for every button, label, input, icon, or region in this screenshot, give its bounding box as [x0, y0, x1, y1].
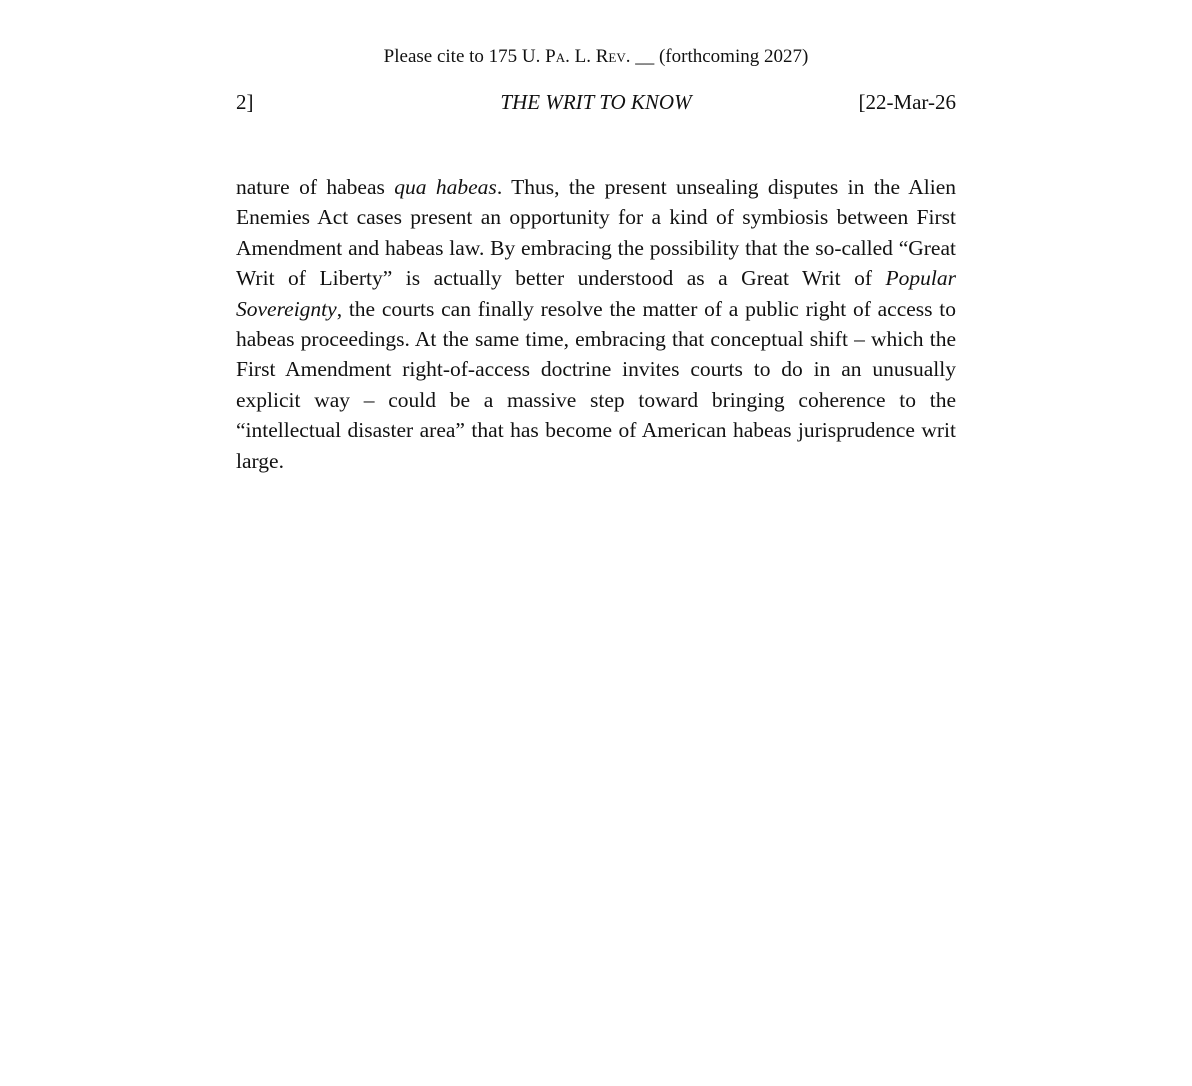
paragraph-segment-5: , the courts can finally resolve the matter of a public right of access to habeas proceedings. At the same time, embracing that conceptual shift – which the First Amendment right-of-access doctrine invites courts to do in an unusually explicit way – could be a massive step toward bringing coherence to the “intellectual disaster area” that has become of American habeas jurisprudence writ large.	[236, 296, 956, 473]
citation-text-post: . __ (forthcoming 2027)	[625, 46, 809, 67]
running-header	[236, 88, 956, 116]
citation-journal-part-2: Rev	[595, 46, 626, 67]
body-paragraph	[236, 172, 956, 476]
paragraph-italic-popular-sovereignty: Popular Sovereignty	[236, 266, 956, 321]
paragraph-segment-3: . Thus, the present unsealing disputes in the Alien Enemies Act cases present an opportunity for a kind of symbiosis between First Amendment and habeas law. By embracing the possibility that the so-called “Great Writ of Liberty” is actually better understood as a Great Writ of	[236, 175, 956, 291]
paragraph-italic-qua-habeas: qua habeas	[394, 175, 497, 199]
citation-journal-part-1: Pa	[545, 46, 566, 67]
citation-text-mid: . L.	[565, 46, 596, 67]
paragraph-segment-1: nature of habeas	[236, 175, 395, 199]
header-date: [22-Mar-26	[858, 90, 956, 114]
citation-line	[0, 44, 1192, 70]
running-title: THE WRIT TO KNOW	[500, 90, 692, 114]
page-number: 2]	[236, 90, 254, 114]
citation-text-pre: Please cite to 175 U.	[383, 46, 546, 67]
